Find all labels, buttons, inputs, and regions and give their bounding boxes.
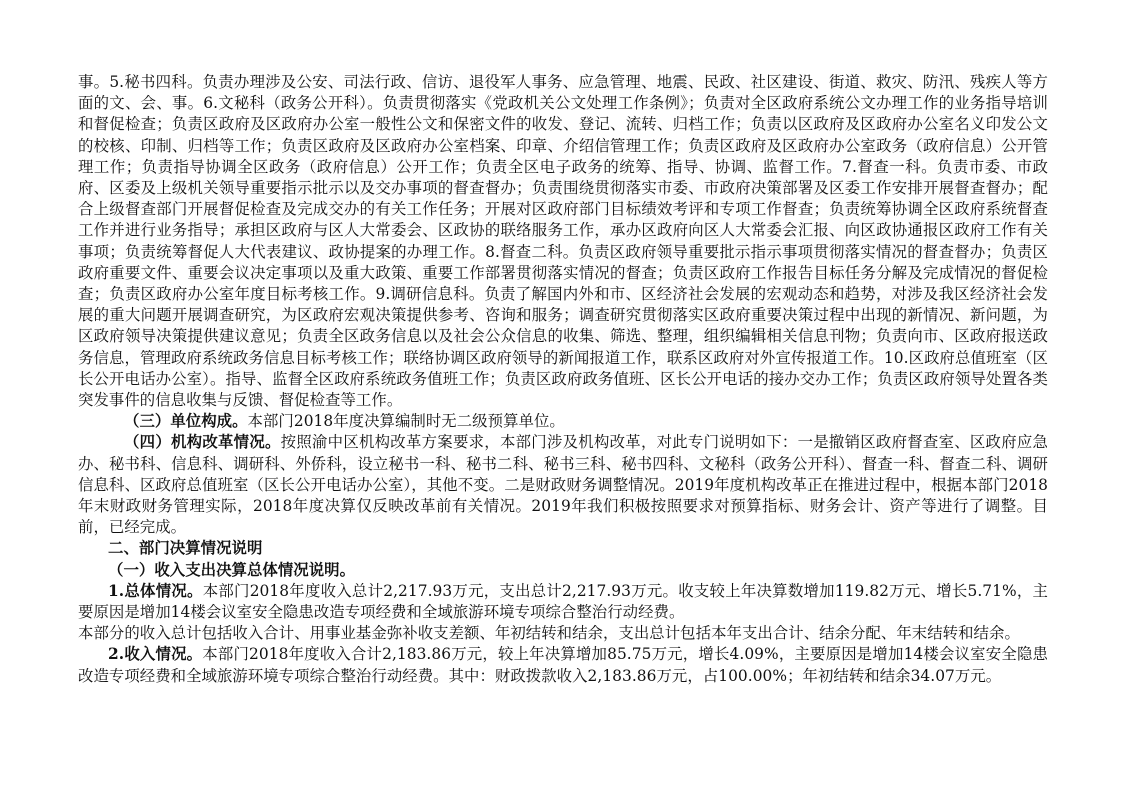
unit-composition-heading: （三）单位构成。 [124,412,248,431]
institutional-reform-text: 按照渝中区机构改革方案要求，本部门涉及机构改革，对此专门说明如下：一是撤销区政府督查室、区政府应急办、秘书科、信息科、调研科、外侨科，设立秘书一科、秘书二科、秘书三科、秘书四科、文秘科（政务公开科）、督查一科、督查二科、调研信息科、区政府总值班室（区长公开电话办公室），其他不变。二是财政财务调整情况。2019年度机构改革正在推进过程中，根据本部门2018年末财政财务管理实际，2018年度决算仅反映改革前有关情况。2019年我们积极按照要求对预算指标、财务会计、资产等进行了调整。目前，已经完成。 [78,433,1048,537]
overall-heading: 1.总体情况。 [108,581,203,600]
body-paragraph-income [78,644,1048,686]
income-text: 本部门2018年度收入合计2,183.86万元，较上年决算增加85.75万元，增长4.09%，主要原因是增加14楼会议室安全隐患改造专项经费和全域旅游环境专项综合整治行动经费。其中：财政拨款收入2,183.86万元，占100.00%；年初结转和结余34.07万元。 [78,645,1048,685]
body-paragraph-unit-composition [78,411,1048,432]
institutional-reform-heading: （四）机构改革情况。 [124,433,281,452]
body-paragraph-scope-note: 本部分的收入总计包括收入合计、用事业基金弥补收支差额、年初结转和结余，支出总计包括本年支出合计、结余分配、年末结转和结余。 [78,624,1020,643]
unit-composition-text: 本部门2018年度决算编制时无二级预算单位。 [247,412,565,431]
income-heading: 2.收入情况。 [108,645,203,664]
body-paragraph-duties: 事。5.秘书四科。负责办理涉及公安、司法行政、信访、退役军人事务、应急管理、地震、民政、社区建设、街道、救灾、防汛、残疾人等方面的文、会、事。6.文秘科（政务公开科）。负责贯彻落实《党政机关公文处理工作条例》；负责对全区政府系统公文办理工作的业务指导培训和督促检查；负责区政府及区政府办公室一般性公文和保密文件的收发、登记、流转、归档工作；负责以区政府及区政府办公室名义印发公文的校核、印制、归档等工作；负责区政府及区政府办公室档案、印章、介绍信管理工作；负责区政府及区政府办公室政务（政府信息）公开管理工作；负责指导协调全区政务（政府信息）公开工作；负责全区电子政务的统筹、指导、协调、监督工作。7.督查一科。负责市委、市政府、区委及上级机关领导重要指示批示以及交办事项的督查督办；负责围绕贯彻落实市委、市政府决策部署及区委工作安排开展督查督办；配合上级督查部门开展督促检查及完成交办的有关工作任务；开展对区政府部门目标绩效考评和专项工作督查；负责统筹协调全区政府系统督查工作并进行业务指导；承担区政府与区人大常委会、区政协的联络服务工作，承办区政府向区人大常委会汇报、向区政协通报区政府工作有关事项；负责统筹督促人大代表建议、政协提案的办理工作。8.督查二科。负责区政府领导重要批示指示事项贯彻落实情况的督查督办；负责区政府重要文件、重要会议决定事项以及重大政策、重要工作部署贯彻落实情况的督查；负责区政府工作报告目标任务分解及完成情况的督促检查；负责区政府办公室年度目标考核工作。9.调研信息科。负责了解国内外和市、区经济社会发展的宏观动态和趋势，对涉及我区经济社会发展的重大问题开展调查研究，为区政府宏观决策提供参考、咨询和服务；调查研究贯彻落实区政府重要决策过程中出现的新情况、新问题，为区政府领导决策提供建议意见；负责全区政务信息以及社会公众信息的收集、筛选、整理，组织编辑相关信息刊物；负责向市、区政府报送政务信息，管理政府系统政务信息目标考核工作；联络协调区政府领导的新闻报道工作，联系区政府对外宣传报道工作。10.区政府总值班室（区长公开电话办公室）。指导、监督全区政府系统政务值班工作；负责区政府政务值班、区长公开电话的接办交办工作；负责区政府领导处置各类突发事件的信息收集与反馈、督促检查等工作。 [78,73,1048,410]
body-paragraph-institutional-reform [78,432,1048,538]
section-title-final-accounts: 二、部门决算情况说明 [108,539,263,558]
section-title-income-expenditure: （一）收入支出决算总体情况说明。 [108,560,356,579]
document-page [78,72,1048,687]
overall-text: 本部门2018年度收入总计2,217.93万元，支出总计2,217.93万元。收支较上年决算数增加119.82万元、增长5.71%，主要原因是增加14楼会议室安全隐患改造专项经费和全域旅游环境专项综合整治行动经费。 [78,581,1048,622]
body-paragraph-overall [78,581,1048,623]
